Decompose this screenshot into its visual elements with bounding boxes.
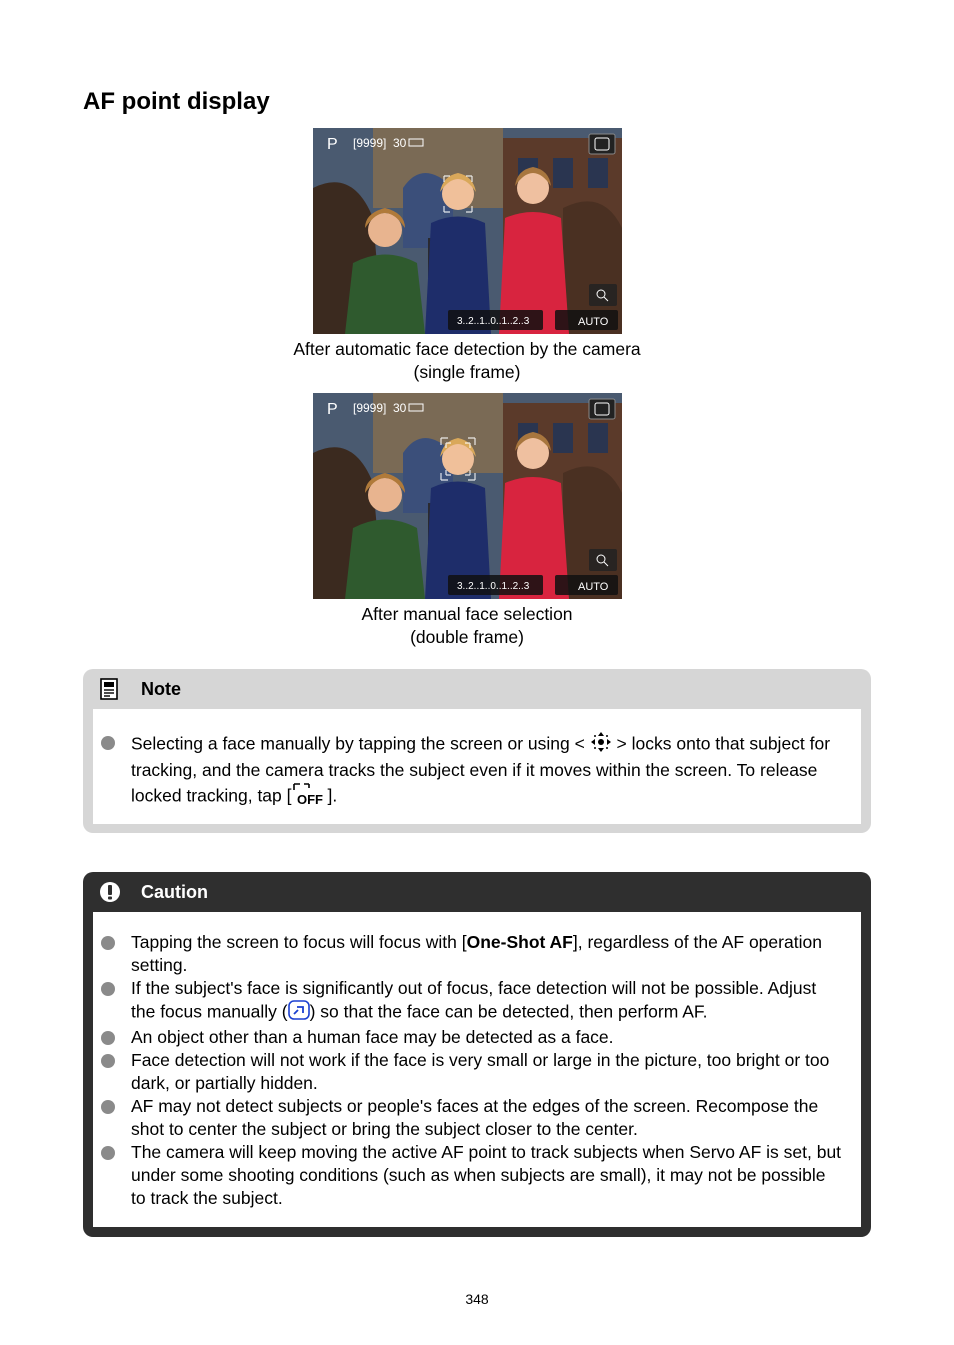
list-item: Face detection will not work if the face is very small or large in the picture, too bright or too dark, or partially hidden. — [93, 1049, 861, 1095]
camera-screen-image-single-frame — [313, 128, 622, 334]
bullet-icon — [101, 736, 115, 750]
svg-text:[9999]: [9999] — [353, 136, 387, 150]
list-item: AF may not detect subjects or people's faces at the edges of the screen. Recompose the shot to center the subject or bring the subject closer to the center. — [93, 1095, 861, 1141]
svg-text:AUTO: AUTO — [578, 581, 609, 593]
bullet-icon — [101, 936, 115, 950]
note-box — [83, 669, 871, 833]
figure-caption-single-frame: After automatic face detection by the camera (single frame) — [293, 339, 641, 382]
caution-icon — [99, 881, 121, 908]
multi-controller-icon — [590, 731, 612, 759]
caution-header — [83, 872, 871, 912]
bullet-icon — [101, 982, 115, 996]
note-content — [93, 709, 861, 824]
page-heading: AF point display — [83, 88, 270, 115]
svg-text:P: P — [327, 136, 338, 153]
page-number: 348 — [465, 1291, 489, 1307]
tracking-off-icon — [292, 782, 328, 812]
list-item: If the subject's face is significantly out of focus, face detection will not be possible. Adjust the focus manually ( ) so that the face can be detected, then perform AF. — [93, 977, 861, 1026]
figure-caption-double-frame: After manual face selection (double frame) — [361, 604, 573, 647]
svg-text:30: 30 — [393, 136, 407, 150]
svg-text:AUTO: AUTO — [578, 316, 609, 328]
link-icon[interactable] — [288, 1000, 310, 1026]
caution-content — [93, 912, 861, 1227]
svg-text:P: P — [327, 401, 338, 418]
list-item: An object other than a human face may be detected as a face. — [93, 1026, 861, 1049]
note-title: Note — [141, 679, 181, 699]
note-header — [83, 669, 871, 709]
list-item: The camera will keep moving the active AF point to track subjects when Servo AF is set, but under some shooting conditions (such as when subjects are small), it may not be possible to track the subject. — [93, 1141, 861, 1210]
camera-screen-image-double-frame — [313, 393, 622, 599]
note-icon — [100, 678, 120, 705]
bullet-icon — [101, 1054, 115, 1068]
svg-text:30: 30 — [393, 401, 407, 415]
list-item: Tapping the screen to focus will focus with [One-Shot AF], regardless of the AF operation setting. — [93, 931, 861, 977]
list-item: Selecting a face manually by tapping the screen or using < > locks onto that subject for tracking, and the camera tracks the subject even if it moves within the screen. To release locked tracking, tap [ OFF ]. — [93, 731, 861, 812]
caution-title: Caution — [141, 882, 208, 902]
bullet-icon — [101, 1146, 115, 1160]
bullet-icon — [101, 1031, 115, 1045]
svg-text:3..2..1..0..1..2..3: 3..2..1..0..1..2..3 — [457, 316, 530, 327]
caution-box — [83, 872, 871, 1237]
bullet-icon — [101, 1100, 115, 1114]
svg-text:3..2..1..0..1..2..3: 3..2..1..0..1..2..3 — [457, 581, 530, 592]
svg-text:OFF: OFF — [296, 792, 323, 806]
svg-text:[9999]: [9999] — [353, 401, 387, 415]
